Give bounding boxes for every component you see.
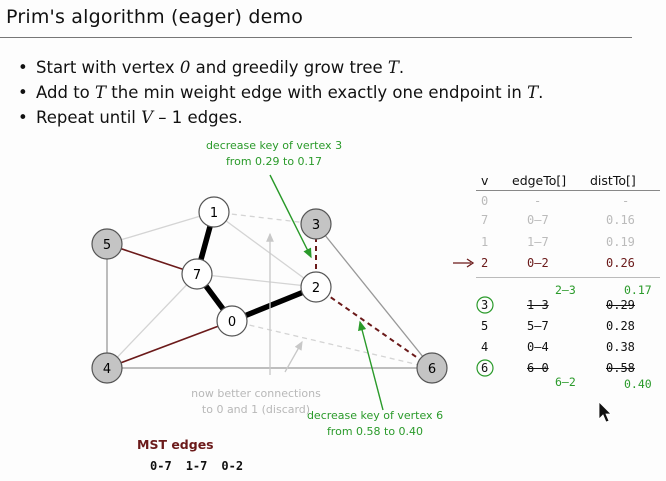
table-row-edgeto: 1–7 <box>527 235 549 249</box>
table-row-v: 1 <box>481 235 489 249</box>
table-row-v: 7 <box>481 213 489 227</box>
table-header-v: v <box>481 173 489 188</box>
edge-2-6-dashed <box>316 287 432 368</box>
vertex-label: 1 <box>209 206 219 221</box>
mst-edge-list <box>150 459 257 473</box>
table-header-distto: distTo[] <box>590 173 636 188</box>
table-row-edgeto: 6–0 <box>527 361 549 375</box>
table-row-v: 4 <box>481 340 489 354</box>
mst-edge: 1-7 <box>185 459 208 473</box>
table-row-v: 6 <box>481 361 489 375</box>
table-row-edgeto: 1–3 <box>527 298 549 312</box>
vertex-4 <box>92 353 122 383</box>
table-row-v: 2 <box>481 256 489 270</box>
annotation-decrease-key-6: decrease key of vertex 6 from 0.58 to 0.40 <box>306 409 444 438</box>
table-row-edgeto: 0–4 <box>527 340 549 354</box>
edge-5-1 <box>107 212 214 244</box>
table-header-rule <box>476 190 660 191</box>
annotation-decrease-key-3: decrease key of vertex 3 from 0.29 to 0.17 <box>205 139 343 168</box>
vertex-7 <box>182 259 212 289</box>
vertex-label: 3 <box>311 218 321 233</box>
table-row-v: 0 <box>481 194 489 208</box>
table-row-new-distto: 0.40 <box>624 377 652 391</box>
mst-title: MST edges <box>137 437 214 452</box>
table-row-edgeto: 5–7 <box>527 319 549 333</box>
vertex-3 <box>301 209 331 239</box>
table-mid-rule <box>476 277 660 278</box>
vertex-label: 5 <box>102 238 112 253</box>
table-row-distto: 0.26 <box>606 256 635 270</box>
table-row-new-edgeto: 6–2 <box>555 375 576 389</box>
table-row-distto: - <box>622 194 630 208</box>
edge-3-6 <box>316 224 432 368</box>
table-row-new-distto: 0.17 <box>624 283 652 297</box>
table-row-distto: 0.58 <box>606 361 635 375</box>
vertex-2 <box>301 272 331 302</box>
table-row-new-edgeto: 2–3 <box>555 283 576 297</box>
table-row-distto: 0.16 <box>606 213 635 227</box>
edge-7-2 <box>197 274 316 287</box>
vertex-0 <box>217 306 247 336</box>
mst-edge: 0-7 <box>150 459 172 473</box>
edge-0-6-dashed <box>232 321 432 368</box>
edge-4-0 <box>107 321 232 368</box>
table-row-distto: 0.19 <box>606 235 635 249</box>
table-row-edgeto: 0–2 <box>527 256 549 270</box>
vertex-label: 7 <box>192 268 202 283</box>
table-row-distto: 0.29 <box>606 298 635 312</box>
table-row-edgeto: - <box>534 194 542 208</box>
table-row-distto: 0.38 <box>606 340 635 354</box>
vertex-1 <box>199 197 229 227</box>
edge-4-7 <box>107 274 197 368</box>
vertex-6 <box>417 353 447 383</box>
bullet-item: • Add to T the min weight edge with exactly one endpoint in T. <box>18 83 543 108</box>
page-title: Prim's algorithm (eager) demo <box>6 6 304 28</box>
vertex-label: 4 <box>102 362 112 377</box>
vertex-label: 0 <box>227 315 237 330</box>
table-row-v: 3 <box>481 298 489 312</box>
bullet-item: • Repeat until V – 1 edges. <box>18 108 543 133</box>
vertex-5 <box>92 229 122 259</box>
annotation-discard: now better connections to 0 and 1 (discard) <box>191 387 321 416</box>
mouse-cursor-icon <box>599 402 611 422</box>
bullet-item: • Start with vertex 0 and greedily grow tree T. <box>18 58 543 83</box>
vertex-label: 2 <box>311 281 321 296</box>
table-row-v: 5 <box>481 319 489 333</box>
vertex-label: 6 <box>427 362 437 377</box>
mst-edge: 0-2 <box>221 459 244 473</box>
table-row-distto: 0.28 <box>606 319 635 333</box>
table-header-edgeto: edgeTo[] <box>512 173 567 188</box>
arrow-to-edge-2-6 <box>360 322 383 410</box>
table-row-edgeto: 0–7 <box>527 213 549 227</box>
